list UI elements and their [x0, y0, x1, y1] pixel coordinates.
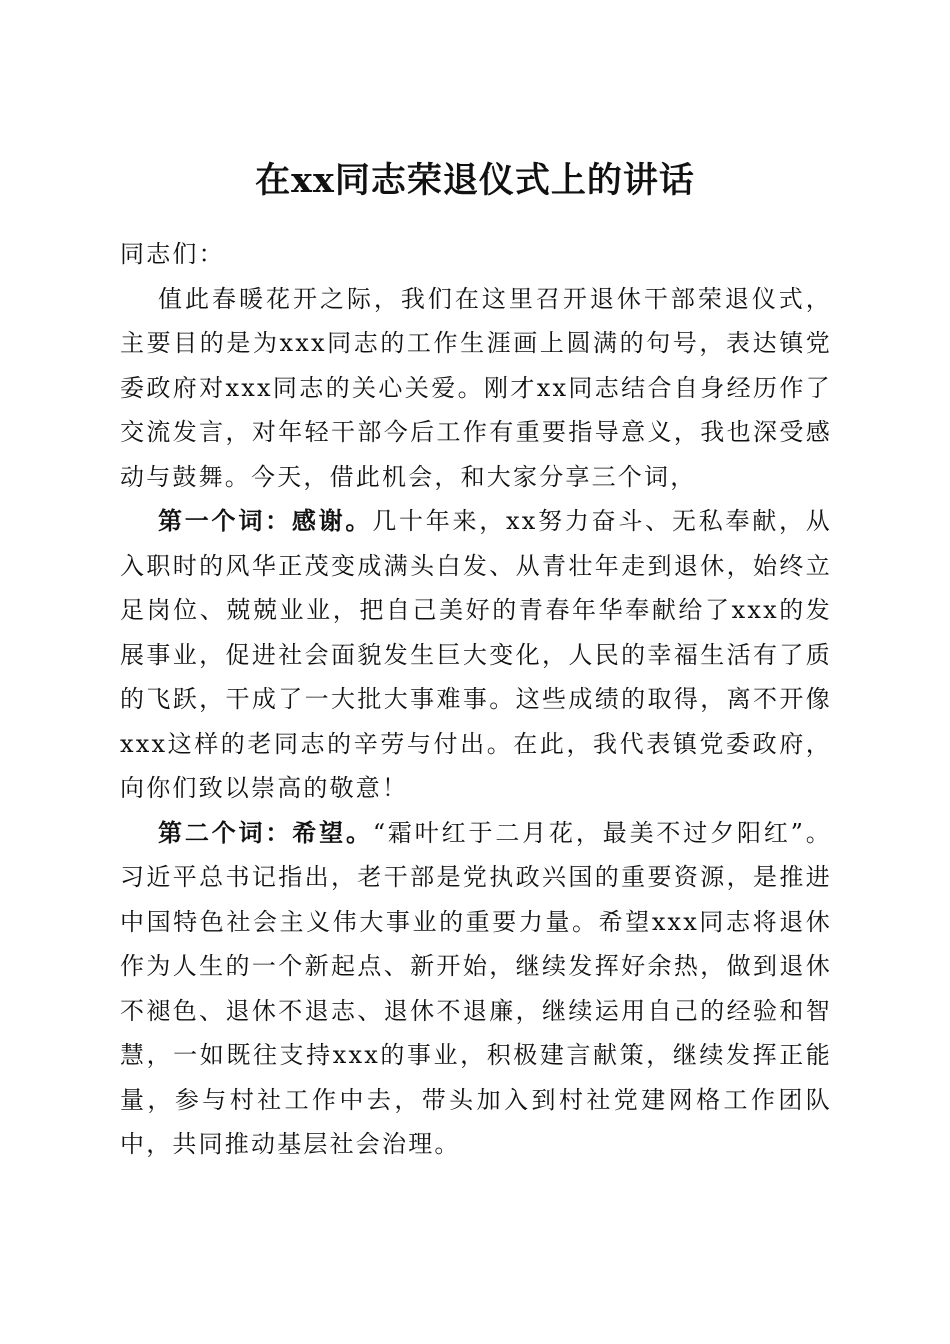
salutation: 同志们： — [120, 240, 225, 268]
document-body — [120, 232, 832, 1167]
paragraph-text: “霜叶红于二月花，最美不过夕阳红”。习近平总书记指出，老干部是党执政兴国的重要资源，是推进中国特色社会主义伟大事业的重要力量。希望xxx同志将退休作为人生的一个新起点、新开始，继续发挥好余热，做到退休不褪色、退休不退志、退休不退廉，继续运用自己的经验和智慧，一如既往支持xxx的事业，积极建言献策，继续发挥正能量，参与村社工作中去，带头加入到村社党建网格工作团队中，共同推动基层社会治理。 — [120, 818, 833, 1158]
paragraph-hope — [120, 811, 832, 1167]
paragraph-lead: 第二个词：希望。 — [158, 817, 373, 847]
document-title: 在xx同志荣退仪式上的讲话 — [255, 160, 695, 202]
paragraph-text: 几十年来，xx努力奋斗、无私奉献，从入职时的风华正茂变成满头白发、从青壮年走到退休，始终立足岗位、兢兢业业，把自己美好的青春年华奉献给了xxx的发展事业，促进社会面貌发生巨大变化，人民的幸福生活有了质的飞跃，干成了一大批大事难事。这些成绩的取得，离不开像xxx这样的老同志的辛劳与付出。在此，我代表镇党委政府，向你们致以崇高的敬意！ — [120, 507, 833, 802]
paragraph-intro — [120, 277, 832, 500]
paragraph-lead: 第一个词：感谢。 — [158, 506, 373, 535]
paragraph-thanks — [120, 499, 832, 811]
paragraph-text: 值此春暖花开之际，我们在这里召开退休干部荣退仪式，主要目的是为xxx同志的工作生涯画上圆满的句号，表达镇党委政府对xxx同志的关心关爱。刚才xx同志结合自身经历作了交流发言，对年轻干部今后工作有重要指导意义，我也深受感动与鼓舞。今天，借此机会，和大家分享三个词， — [120, 284, 832, 491]
